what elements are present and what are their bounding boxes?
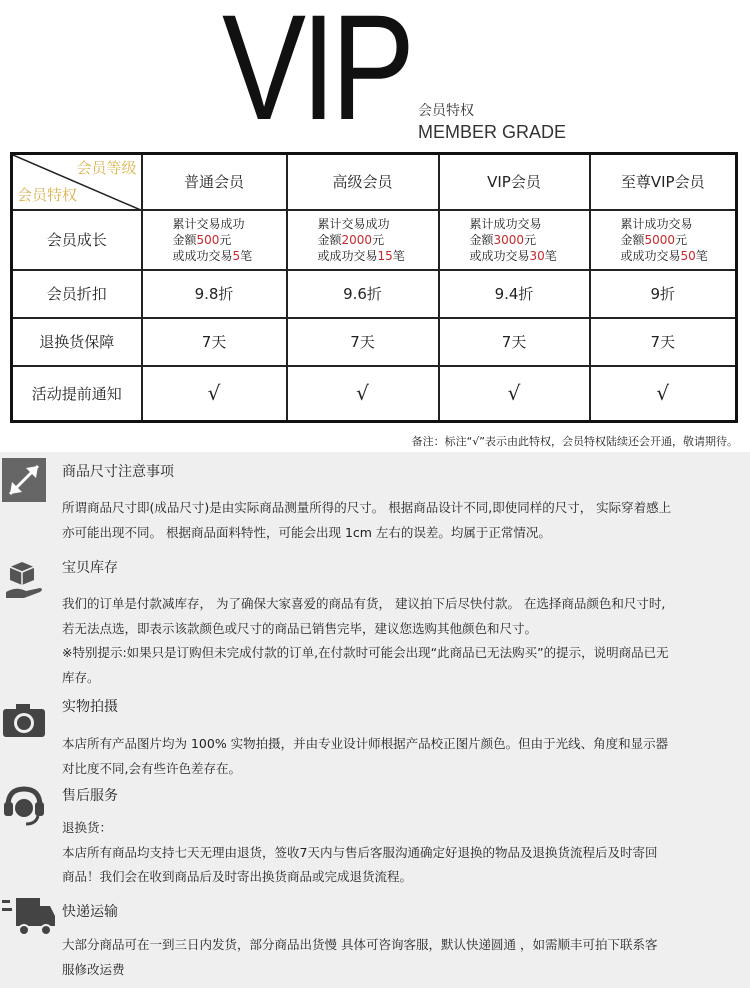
section-title: 快递运输 <box>62 904 118 920</box>
table-note: 备注：标注“√”表示由此特权，会员特权陆续还会开通，敬请期待。 <box>411 435 738 448</box>
col-header: 普通会员 <box>142 154 287 210</box>
corner-bottom: 会员特权 <box>17 185 78 204</box>
row-label: 会员成长 <box>12 210 142 270</box>
cell: 7天 <box>142 318 287 366</box>
table-row <box>12 270 737 318</box>
camera-icon <box>2 699 46 743</box>
check-cell: √ <box>439 366 590 422</box>
corner-cell <box>12 154 142 210</box>
check-cell: √ <box>590 366 737 422</box>
section-title: 商品尺寸注意事项 <box>62 464 174 480</box>
section-text: 本店所有产品图片均为 100% 实物拍摄，并由专业设计师根据产品校正图片颜色。但由于光线、角度和显示器 对比度不同,会有些许色差存在。 <box>62 736 669 776</box>
headset-icon <box>2 784 46 828</box>
growth-cell: 累计成功交易 金额5000元 或成功交易50笔 <box>590 210 737 270</box>
table-row <box>12 366 737 422</box>
subtitle-en: MEMBER GRADE <box>418 122 567 142</box>
check-cell: √ <box>142 366 287 422</box>
section-text: 我们的订单是付款减库存， 为了确保大家喜爱的商品有货， 建议拍下后尽快付款。 在选择商品颜色和尺寸时, 若无法点选，即表示该款颜色或尺寸的商品已销售完毕，建议您选购其他颜色和尺寸。 ※特别提示:如果只是订购但未完成付款的订单,在付款时可能会出现“此商品已无法购买”的提示，说明商品已无 库存。 <box>62 596 669 685</box>
cell: 7天 <box>590 318 737 366</box>
resize-arrow-icon <box>2 458 46 502</box>
check-cell: √ <box>287 366 439 422</box>
section-text: 退换货： 本店所有商品均支持七天无理由退货，签收7天内与售后客服沟通确定好退换的物品及退换货流程后及时寄回 商品！我们会在收到商品后及时寄出换货商品或完成退货流程。 <box>62 820 658 884</box>
section-title: 实物拍摄 <box>62 699 118 715</box>
cell: 9.6折 <box>287 270 439 318</box>
row-label: 活动提前通知 <box>12 366 142 422</box>
cell: 9.4折 <box>439 270 590 318</box>
cell: 9折 <box>590 270 737 318</box>
growth-cell: 累计交易成功 金额2000元 或成功交易15笔 <box>287 210 439 270</box>
col-header: VIP会员 <box>439 154 590 210</box>
growth-cell: 累计成功交易 金额3000元 或成功交易30笔 <box>439 210 590 270</box>
section-title: 宝贝库存 <box>62 560 118 576</box>
row-label: 会员折扣 <box>12 270 142 318</box>
cell: 9.8折 <box>142 270 287 318</box>
table-row <box>12 318 737 366</box>
col-header: 高级会员 <box>287 154 439 210</box>
delivery-truck-icon <box>2 890 56 944</box>
growth-cell: 累计交易成功 金额500元 或成功交易5笔 <box>142 210 287 270</box>
vip-title: VIP <box>222 0 410 151</box>
cell: 7天 <box>439 318 590 366</box>
box-hand-icon <box>2 558 46 602</box>
subtitle-cn: 会员特权 <box>418 103 474 119</box>
row-label: 退换货保障 <box>12 318 142 366</box>
cell: 7天 <box>287 318 439 366</box>
member-table <box>10 152 738 423</box>
table-row <box>12 210 737 270</box>
corner-top: 会员等级 <box>76 159 137 177</box>
section-title: 售后服务 <box>62 788 118 804</box>
section-text: 大部分商品可在一到三日内发货，部分商品出货慢 具体可咨询客服，默认快递圆通 ，如需顺丰可拍下联系客 服修改运费 <box>62 937 658 977</box>
col-header: 至尊VIP会员 <box>590 154 737 210</box>
section-text: 所谓商品尺寸即(成品尺寸)是由实际商品测量所得的尺寸。 根据商品设计不同,即使同样的尺寸， 实际穿着感上 亦可能出现不同。 根据商品面料特性，可能会出现 1cm 左右的误差。均属于正常情况。 <box>62 500 672 540</box>
